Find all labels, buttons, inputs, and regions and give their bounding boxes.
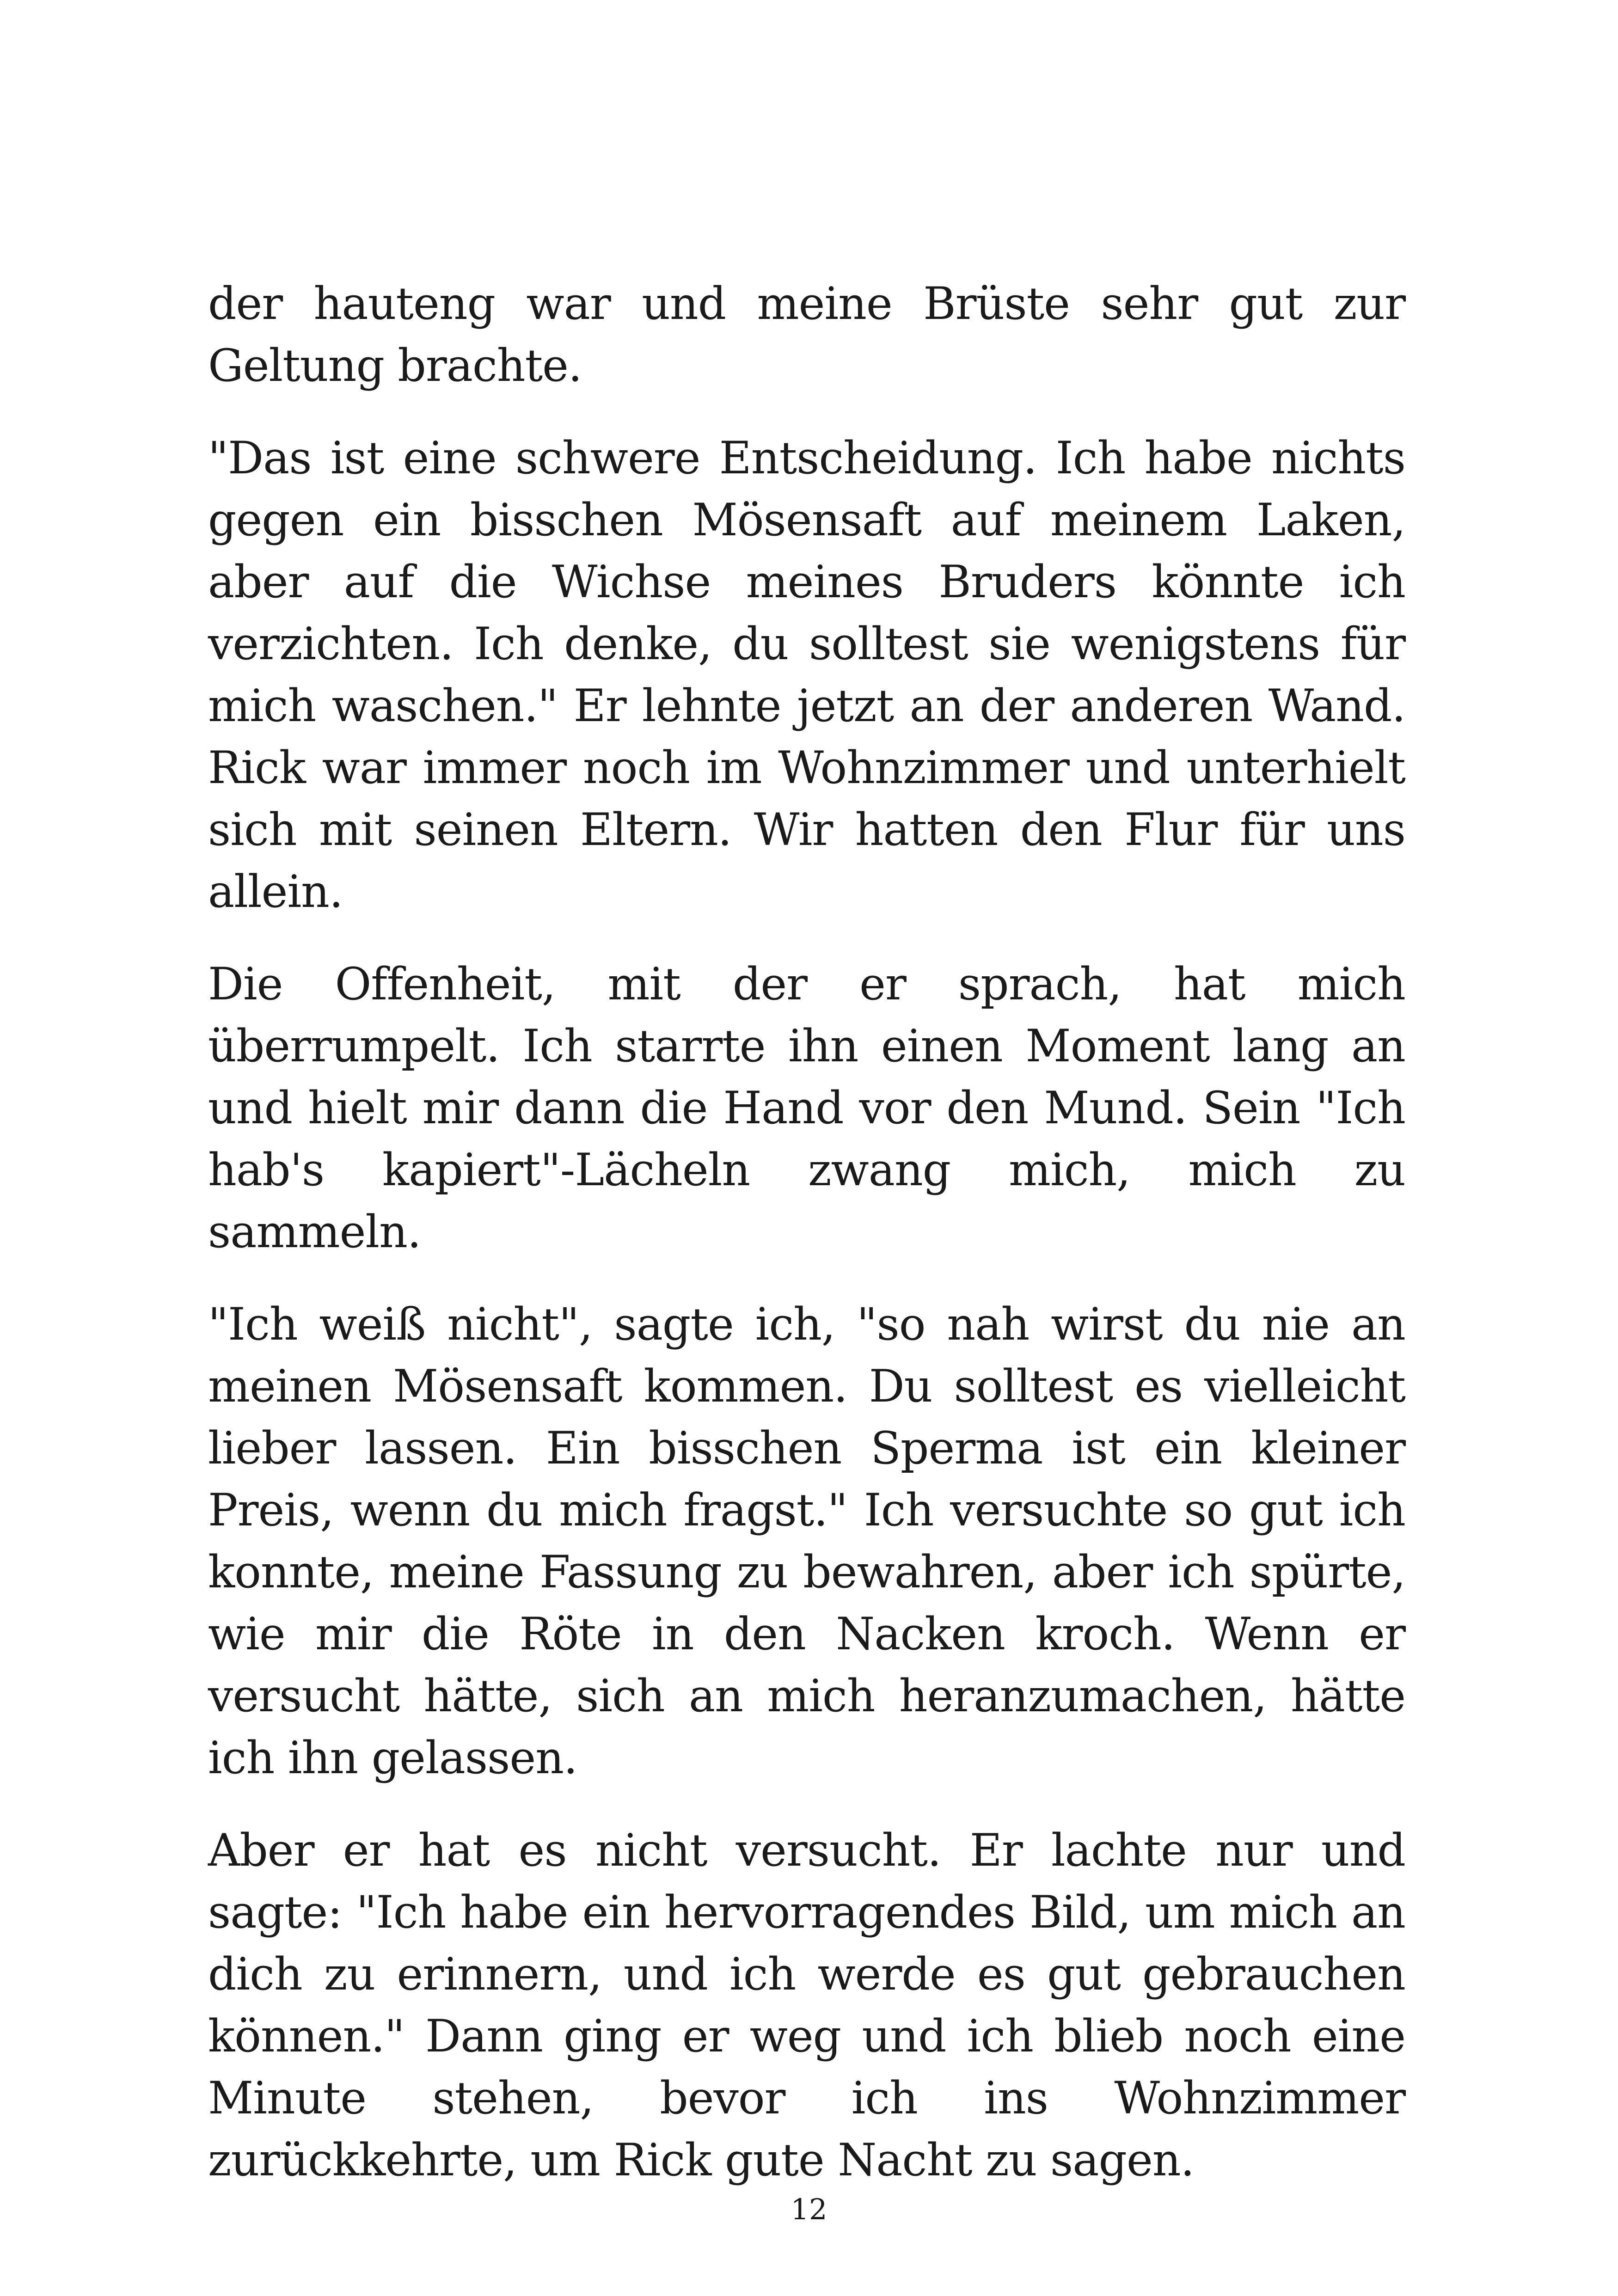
paragraph-1: der hauteng war und meine Brüste sehr gut zur Geltung brachte.	[208, 278, 1405, 392]
paragraph-4: "Ich weiß nicht", sagte ich, "so nah wirst du nie an meinen Mösensaft kommen. Du solltest es vielleicht lieber lassen. Ein bisschen Sperma ist ein kleiner Preis, wenn du mich fragst." Ich versuchte so gut ich konnte, meine Fassung zu bewahren, aber ich spürte, wie mir die Röte in den Nacken kroch. Wenn er versucht hätte, sich an mich heranzumachen, hätte ich ihn gelassen.	[208, 1298, 1405, 1784]
page-number: 12	[791, 2192, 827, 2226]
paragraph-3: Die Offenheit, mit der er sprach, hat mich überrumpelt. Ich starrte ihn einen Moment lang an und hielt mir dann die Hand vor den Mund. Sein "Ich hab's kapiert"-Lächeln zwang mich, mich zu sammeln.	[208, 958, 1405, 1258]
paragraph-2: "Das ist eine schwere Entscheidung. Ich habe nichts gegen ein bisschen Mösensaft auf meinem Laken, aber auf die Wichse meines Bruders könnte ich verzichten. Ich denke, du solltest sie wenigstens für mich waschen." Er lehnte jetzt an der anderen Wand. Rick war immer noch im Wohnzimmer und unterhielt sich mit seinen Eltern. Wir hatten den Flur für uns allein.	[208, 432, 1405, 918]
body-text	[208, 273, 1405, 2222]
paragraph-5: Aber er hat es nicht versucht. Er lachte nur und sagte: "Ich habe ein hervorragendes Bild, um mich an dich zu erinnern, und ich werde es gut gebrauchen können." Dann ging er weg und ich blieb noch eine Minute stehen, bevor ich ins Wohnzimmer zurückkehrte, um Rick gute Nacht zu sagen.	[208, 1825, 1405, 2186]
